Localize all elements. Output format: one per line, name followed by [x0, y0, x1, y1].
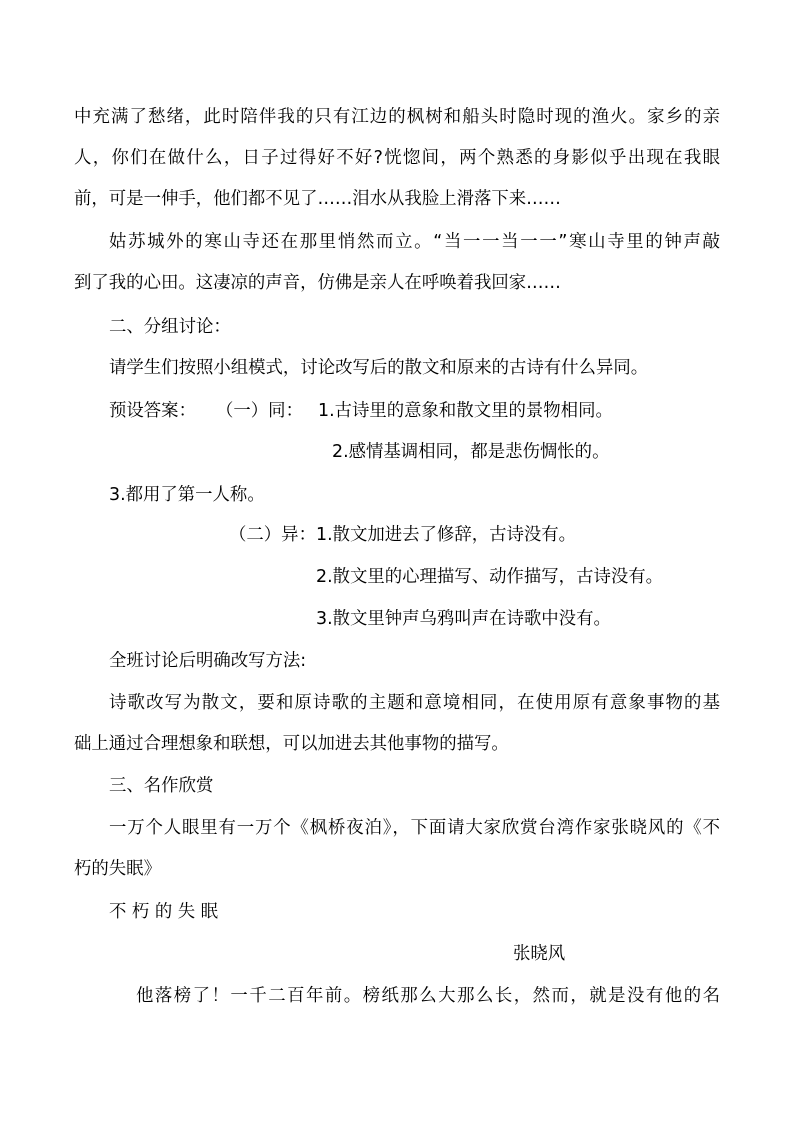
- appreciation-line-1: 一万个人眼里有一万个《枫桥夜泊》，下面请大家欣赏台湾作家张晓风的《不: [109, 818, 720, 838]
- answer-same-3: 3.都用了第一人称。: [109, 485, 265, 505]
- answer-same-2: 2.感情基调相同，都是悲伤惆怅的。: [332, 442, 610, 462]
- section-2-heading: 二、分组讨论：: [109, 317, 231, 337]
- answer-same-label: （一）同：: [216, 401, 303, 421]
- answer-label: 预设答案：: [109, 401, 196, 421]
- paragraph-2-line-1: 姑苏城外的寒山寺还在那里悄然而立。“当一一当一一”寒山寺里的钟声敲: [109, 232, 720, 252]
- method-intro: 全班讨论后明确改写方法:: [109, 651, 307, 671]
- answer-diff-1: 1.散文加进去了修辞，古诗没有。: [316, 525, 577, 545]
- answer-diff-label: （二）异：: [229, 525, 316, 545]
- discussion-prompt: 请学生们按照小组模式，讨论改写后的散文和原来的古诗有什么异同。: [109, 358, 649, 378]
- appreciation-line-2: 朽的失眠》: [74, 859, 161, 879]
- essay-first-line: 他落榜了！一千二百年前。榜纸那么大那么长，然而，就是没有他的名: [136, 986, 720, 1006]
- method-line-2: 础上通过合理想象和联想，可以加进去其他事物的描写。: [74, 734, 509, 754]
- paragraph-1-line-3: 前，可是一伸手，他们都不见了……泪水从我脸上滑落下来……: [74, 189, 561, 209]
- method-line-1: 诗歌改写为散文，要和原诗歌的主题和意境相同，在使用原有意象事物的基: [109, 693, 720, 713]
- essay-title: 不 朽 的 失 眠: [109, 902, 219, 922]
- section-3-heading: 三、名作欣赏: [109, 776, 214, 796]
- answer-diff-3: 3.散文里钟声乌鸦叫声在诗歌中没有。: [316, 609, 611, 629]
- essay-author: 张晓风: [513, 944, 566, 964]
- answer-same-1: 1.古诗里的意象和散文里的景物相同。: [318, 401, 613, 421]
- paragraph-2-line-2: 到了我的心田。这凄凉的声音，仿佛是亲人在呼唤着我回家……: [74, 273, 561, 293]
- paragraph-1-line-2: 人，你们在做什么，日子过得好不好?恍惚间，两个熟悉的身影似乎出现在我眼: [74, 148, 720, 168]
- answer-diff-2: 2.散文里的心理描写、动作描写，古诗没有。: [316, 567, 664, 587]
- paragraph-1-line-1: 中充满了愁绪，此时陪伴我的只有江边的枫树和船头时隐时现的渔火。家乡的亲: [74, 107, 720, 127]
